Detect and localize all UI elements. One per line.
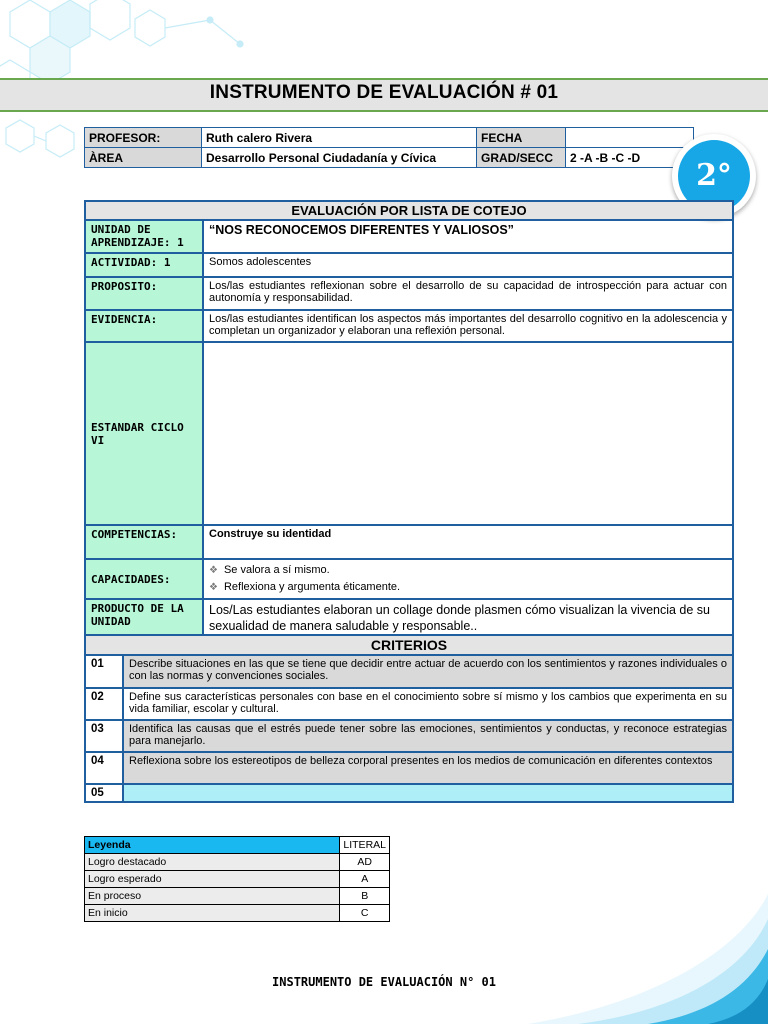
criterio-number: 02 — [85, 688, 123, 720]
competencias-value: Construye su identidad — [203, 525, 733, 559]
capacidades-label: CAPACIDADES: — [85, 559, 203, 599]
actividad-label: ACTIVIDAD: 1 — [85, 253, 203, 277]
competencias-label: COMPETENCIAS: — [85, 525, 203, 559]
area-value: Desarrollo Personal Ciudadanía y Cívica — [202, 148, 477, 168]
criterio-text: Describe situaciones en las que se tiene que decidir entre actuar de acuerdo con los sentimientos y razones individuales o con las normas y convenciones sociales. — [123, 655, 733, 688]
criterio-number: 04 — [85, 752, 123, 784]
capacidad-item: ❖ Se valora a sí mismo. — [209, 564, 330, 576]
criterios-header: CRITERIOS — [85, 635, 733, 655]
info-table — [84, 127, 694, 168]
unidad-label: UNIDAD DE APRENDIZAJE: 1 — [85, 220, 203, 253]
criterio-text: Define sus características personales con base en el conocimiento sobre sí mismo y los cambios que experimenta en su vida familiar, escolar y cultural. — [123, 688, 733, 720]
legend-label: Logro esperado — [85, 871, 340, 888]
evaluation-header: EVALUACIÓN POR LISTA DE COTEJO — [85, 201, 733, 220]
document-title: INSTRUMENTO DE EVALUACIÓN # 01 — [209, 82, 559, 103]
evaluation-table — [84, 200, 734, 638]
fecha-value — [566, 128, 694, 148]
actividad-value: Somos adolescentes — [203, 253, 733, 277]
grado-value: 2 -A -B -C -D — [566, 148, 694, 168]
evidencia-value: Los/las estudiantes identifican los aspectos más importantes del desarrollo cognitivo en la adolescencia y completan un organizador y elaboran una reflexión personal. — [203, 310, 733, 342]
legend-label: En proceso — [85, 888, 340, 905]
legend-label: Logro destacado — [85, 854, 340, 871]
diamond-bullet-icon: ❖ — [209, 565, 218, 576]
proposito-label: PROPOSITO: — [85, 277, 203, 310]
legend-literal: C — [340, 905, 390, 922]
criterio-number: 05 — [85, 784, 123, 802]
legend-header: Leyenda — [85, 837, 340, 854]
evidencia-label: EVIDENCIA: — [85, 310, 203, 342]
fecha-label: FECHA — [477, 128, 566, 148]
legend-literal: AD — [340, 854, 390, 871]
profesor-value: Ruth calero Rivera — [202, 128, 477, 148]
capacidades-list — [203, 559, 733, 599]
estandar-value — [203, 342, 733, 525]
area-label: ÀREA — [85, 148, 202, 168]
criterio-number: 01 — [85, 655, 123, 688]
profesor-label: PROFESOR: — [85, 128, 202, 148]
literal-header: LITERAL — [340, 837, 390, 854]
legend-literal: B — [340, 888, 390, 905]
unidad-value: “NOS RECONOCEMOS DIFERENTES Y VALIOSOS” — [203, 220, 733, 253]
proposito-value: Los/las estudiantes reflexionan sobre el desarrollo de su capacidad de introspección para actuar con autonomía y responsabilidad. — [203, 277, 733, 310]
diamond-bullet-icon: ❖ — [209, 582, 218, 593]
criterios-table — [84, 634, 734, 803]
wave-decoration — [508, 894, 768, 1024]
criterio-text: Identifica las causas que el estrés puede tener sobre las emociones, sentimientos y conductas, y reconoce estrategias para manejarlo. — [123, 720, 733, 752]
producto-label: PRODUCTO DE LA UNIDAD — [85, 599, 203, 637]
criterio-text: Reflexiona sobre los estereotipos de belleza corporal presentes en los medios de comunicación en diferentes contextos — [123, 752, 733, 784]
estandar-label: ESTANDAR CICLO VI — [85, 342, 203, 525]
legend-label: En inicio — [85, 905, 340, 922]
legend-literal: A — [340, 871, 390, 888]
criterio-number: 03 — [85, 720, 123, 752]
capacidad-item: ❖ Reflexiona y argumenta éticamente. — [209, 581, 401, 593]
footer-title: INSTRUMENTO DE EVALUACIÓN N° 01 — [272, 975, 496, 989]
legend-table — [84, 836, 390, 922]
criterio-text — [123, 784, 733, 802]
grado-label: GRAD/SECC — [477, 148, 566, 168]
grade-badge-text: 2° — [678, 140, 750, 212]
producto-value: Los/Las estudiantes elaboran un collage donde plasmen cómo visualizan la vivencia de su sexualidad de manera saludable y responsable.. — [203, 599, 733, 637]
